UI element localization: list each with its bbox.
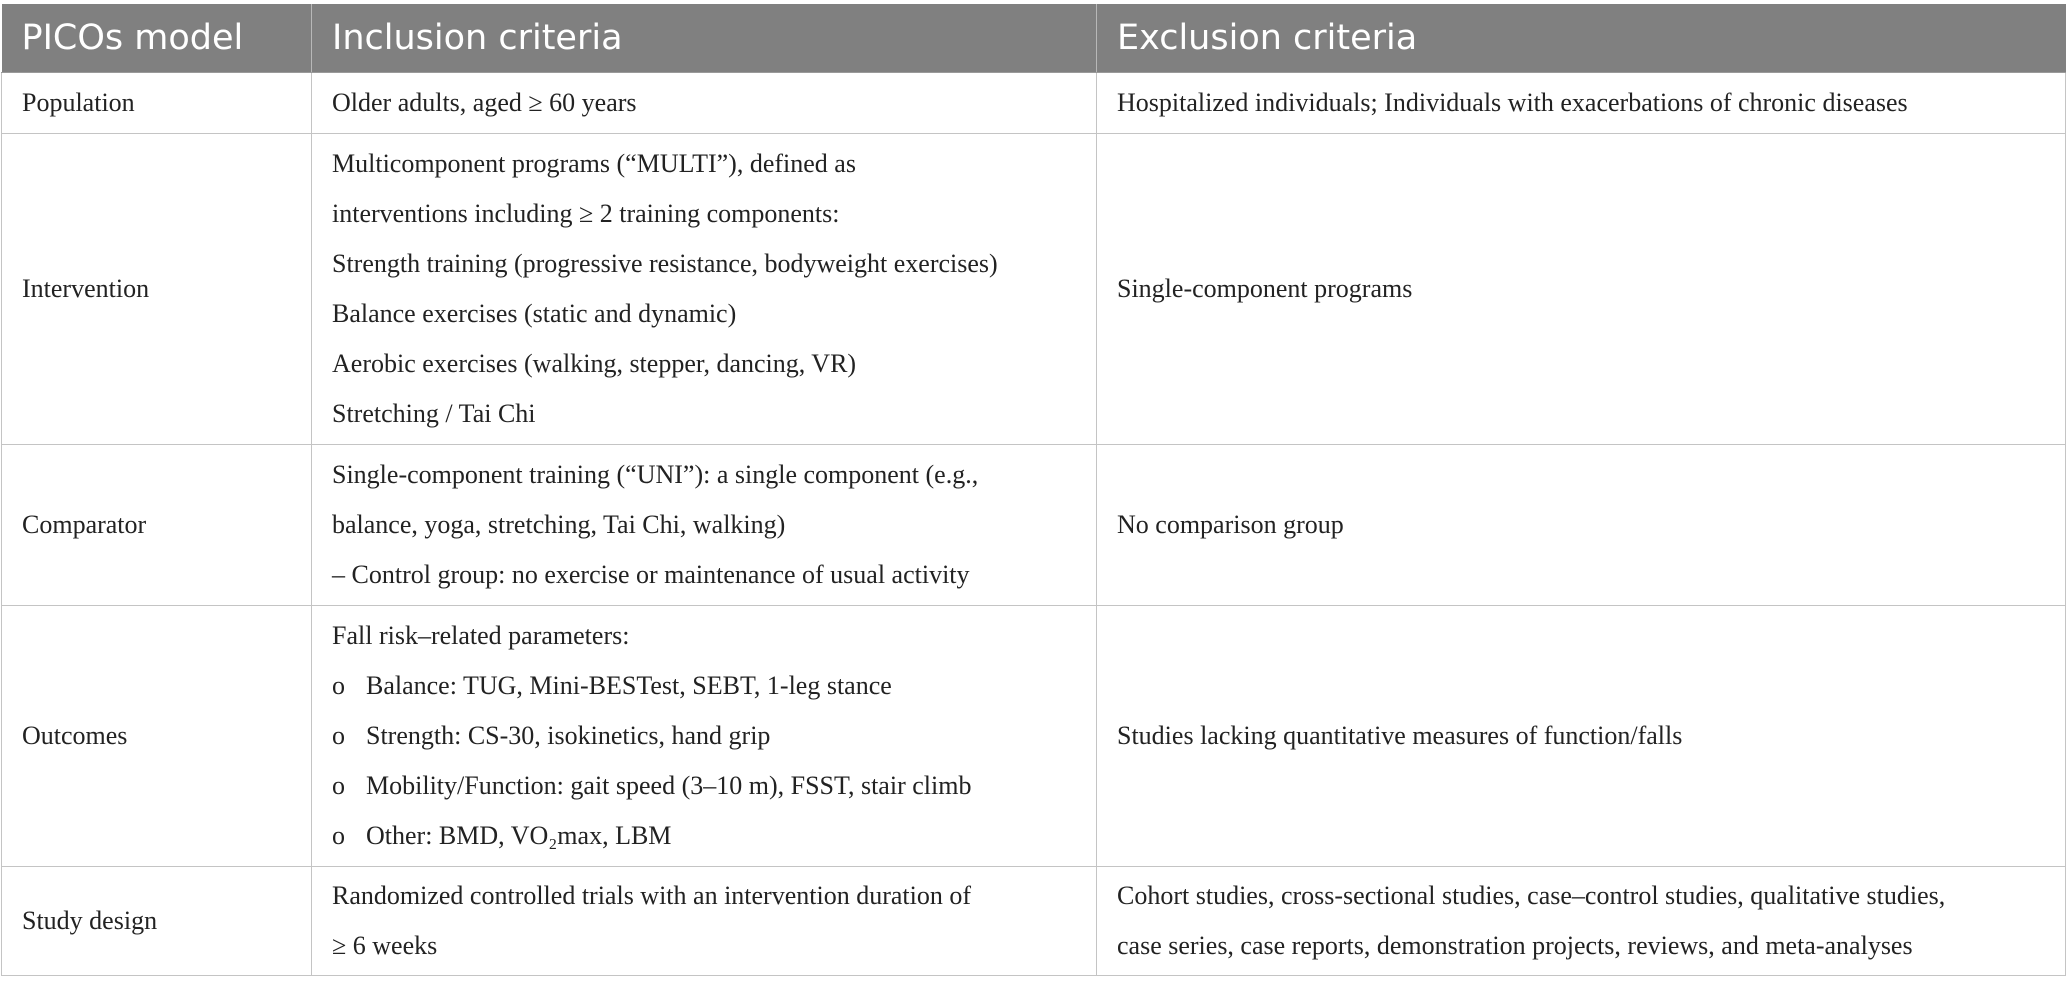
inclusion-line: Balance exercises (static and dynamic) [332,299,737,328]
exclusion-cell-comparator [1097,445,2066,606]
bullet-marker: o [332,671,345,700]
exclusion-text: Studies lacking quantitative measures of function/falls [1117,721,1683,750]
inclusion-cell-study-design [312,867,1097,976]
exclusion-text: Single-component programs [1117,274,1413,303]
exclusion-line: case series, case reports, demonstration projects, reviews, and meta-analyses [1117,931,1913,960]
exclusion-cell-intervention [1097,134,2066,445]
inclusion-line: Multicomponent programs (“MULTI”), defined as [332,149,856,178]
row-label-outcomes: Outcomes [2,606,312,867]
exclusion-line: Cohort studies, cross-sectional studies, case–control studies, qualitative studies, [1117,881,1946,910]
inclusion-line: Aerobic exercises (walking, stepper, dancing, VR) [332,349,857,378]
bullet-item [332,711,1076,761]
bullet-item [332,811,1076,861]
inclusion-cell-intervention [312,134,1097,445]
inclusion-intro: Fall risk–related parameters: [332,621,630,650]
header-exclusion-criteria: Exclusion criteria [1097,4,2066,73]
inclusion-cell-comparator [312,445,1097,606]
inclusion-line: balance, yoga, stretching, Tai Chi, walking) [332,510,786,539]
header-row [2,4,2066,73]
table-row-population [2,73,2066,134]
row-label-study-design: Study design [2,867,312,976]
table-row-outcomes [2,606,2066,867]
exclusion-text: No comparison group [1117,510,1344,539]
inclusion-cell-outcomes [312,606,1097,867]
exclusion-cell-study-design [1097,867,2066,976]
inclusion-line: Stretching / Tai Chi [332,399,536,428]
bullet-marker: o [332,721,345,750]
bullet-text: Other: BMD, VO₂max, LBM [366,821,672,850]
inclusion-line: – Control group: no exercise or maintenance of usual activity [332,560,970,589]
exclusion-cell-outcomes [1097,606,2066,867]
bullet-text: Mobility/Function: gait speed (3–10 m), FSST, stair climb [366,771,972,800]
table-body [2,73,2066,976]
bullet-item [332,761,1076,811]
bullet-item [332,661,1076,711]
exclusion-cell-population [1097,73,2066,134]
inclusion-line: Strength training (progressive resistance, bodyweight exercises) [332,249,998,278]
table-row-intervention [2,134,2066,445]
inclusion-line: Single-component training (“UNI”): a single component (e.g., [332,460,979,489]
inclusion-line: ≥ 6 weeks [332,931,438,960]
row-label-population: Population [2,73,312,134]
table-row-study-design [2,867,2066,976]
header-inclusion-criteria: Inclusion criteria [312,4,1097,73]
picos-criteria-table [1,4,2066,976]
inclusion-line: Randomized controlled trials with an intervention duration of [332,881,972,910]
row-label-comparator: Comparator [2,445,312,606]
inclusion-cell-population [312,73,1097,134]
inclusion-line: interventions including ≥ 2 training components: [332,199,840,228]
header-picos-model: PICOs model [2,4,312,73]
exclusion-text: Hospitalized individuals; Individuals with exacerbations of chronic diseases [1117,88,1908,117]
bullet-text: Strength: CS-30, isokinetics, hand grip [366,721,771,750]
table-row-comparator [2,445,2066,606]
bullet-text: Balance: TUG, Mini-BESTest, SEBT, 1-leg stance [366,671,892,700]
table-header [2,4,2066,73]
bullet-marker: o [332,771,345,800]
bullet-marker: o [332,821,345,850]
row-label-intervention: Intervention [2,134,312,445]
inclusion-text: Older adults, aged ≥ 60 years [332,88,637,117]
